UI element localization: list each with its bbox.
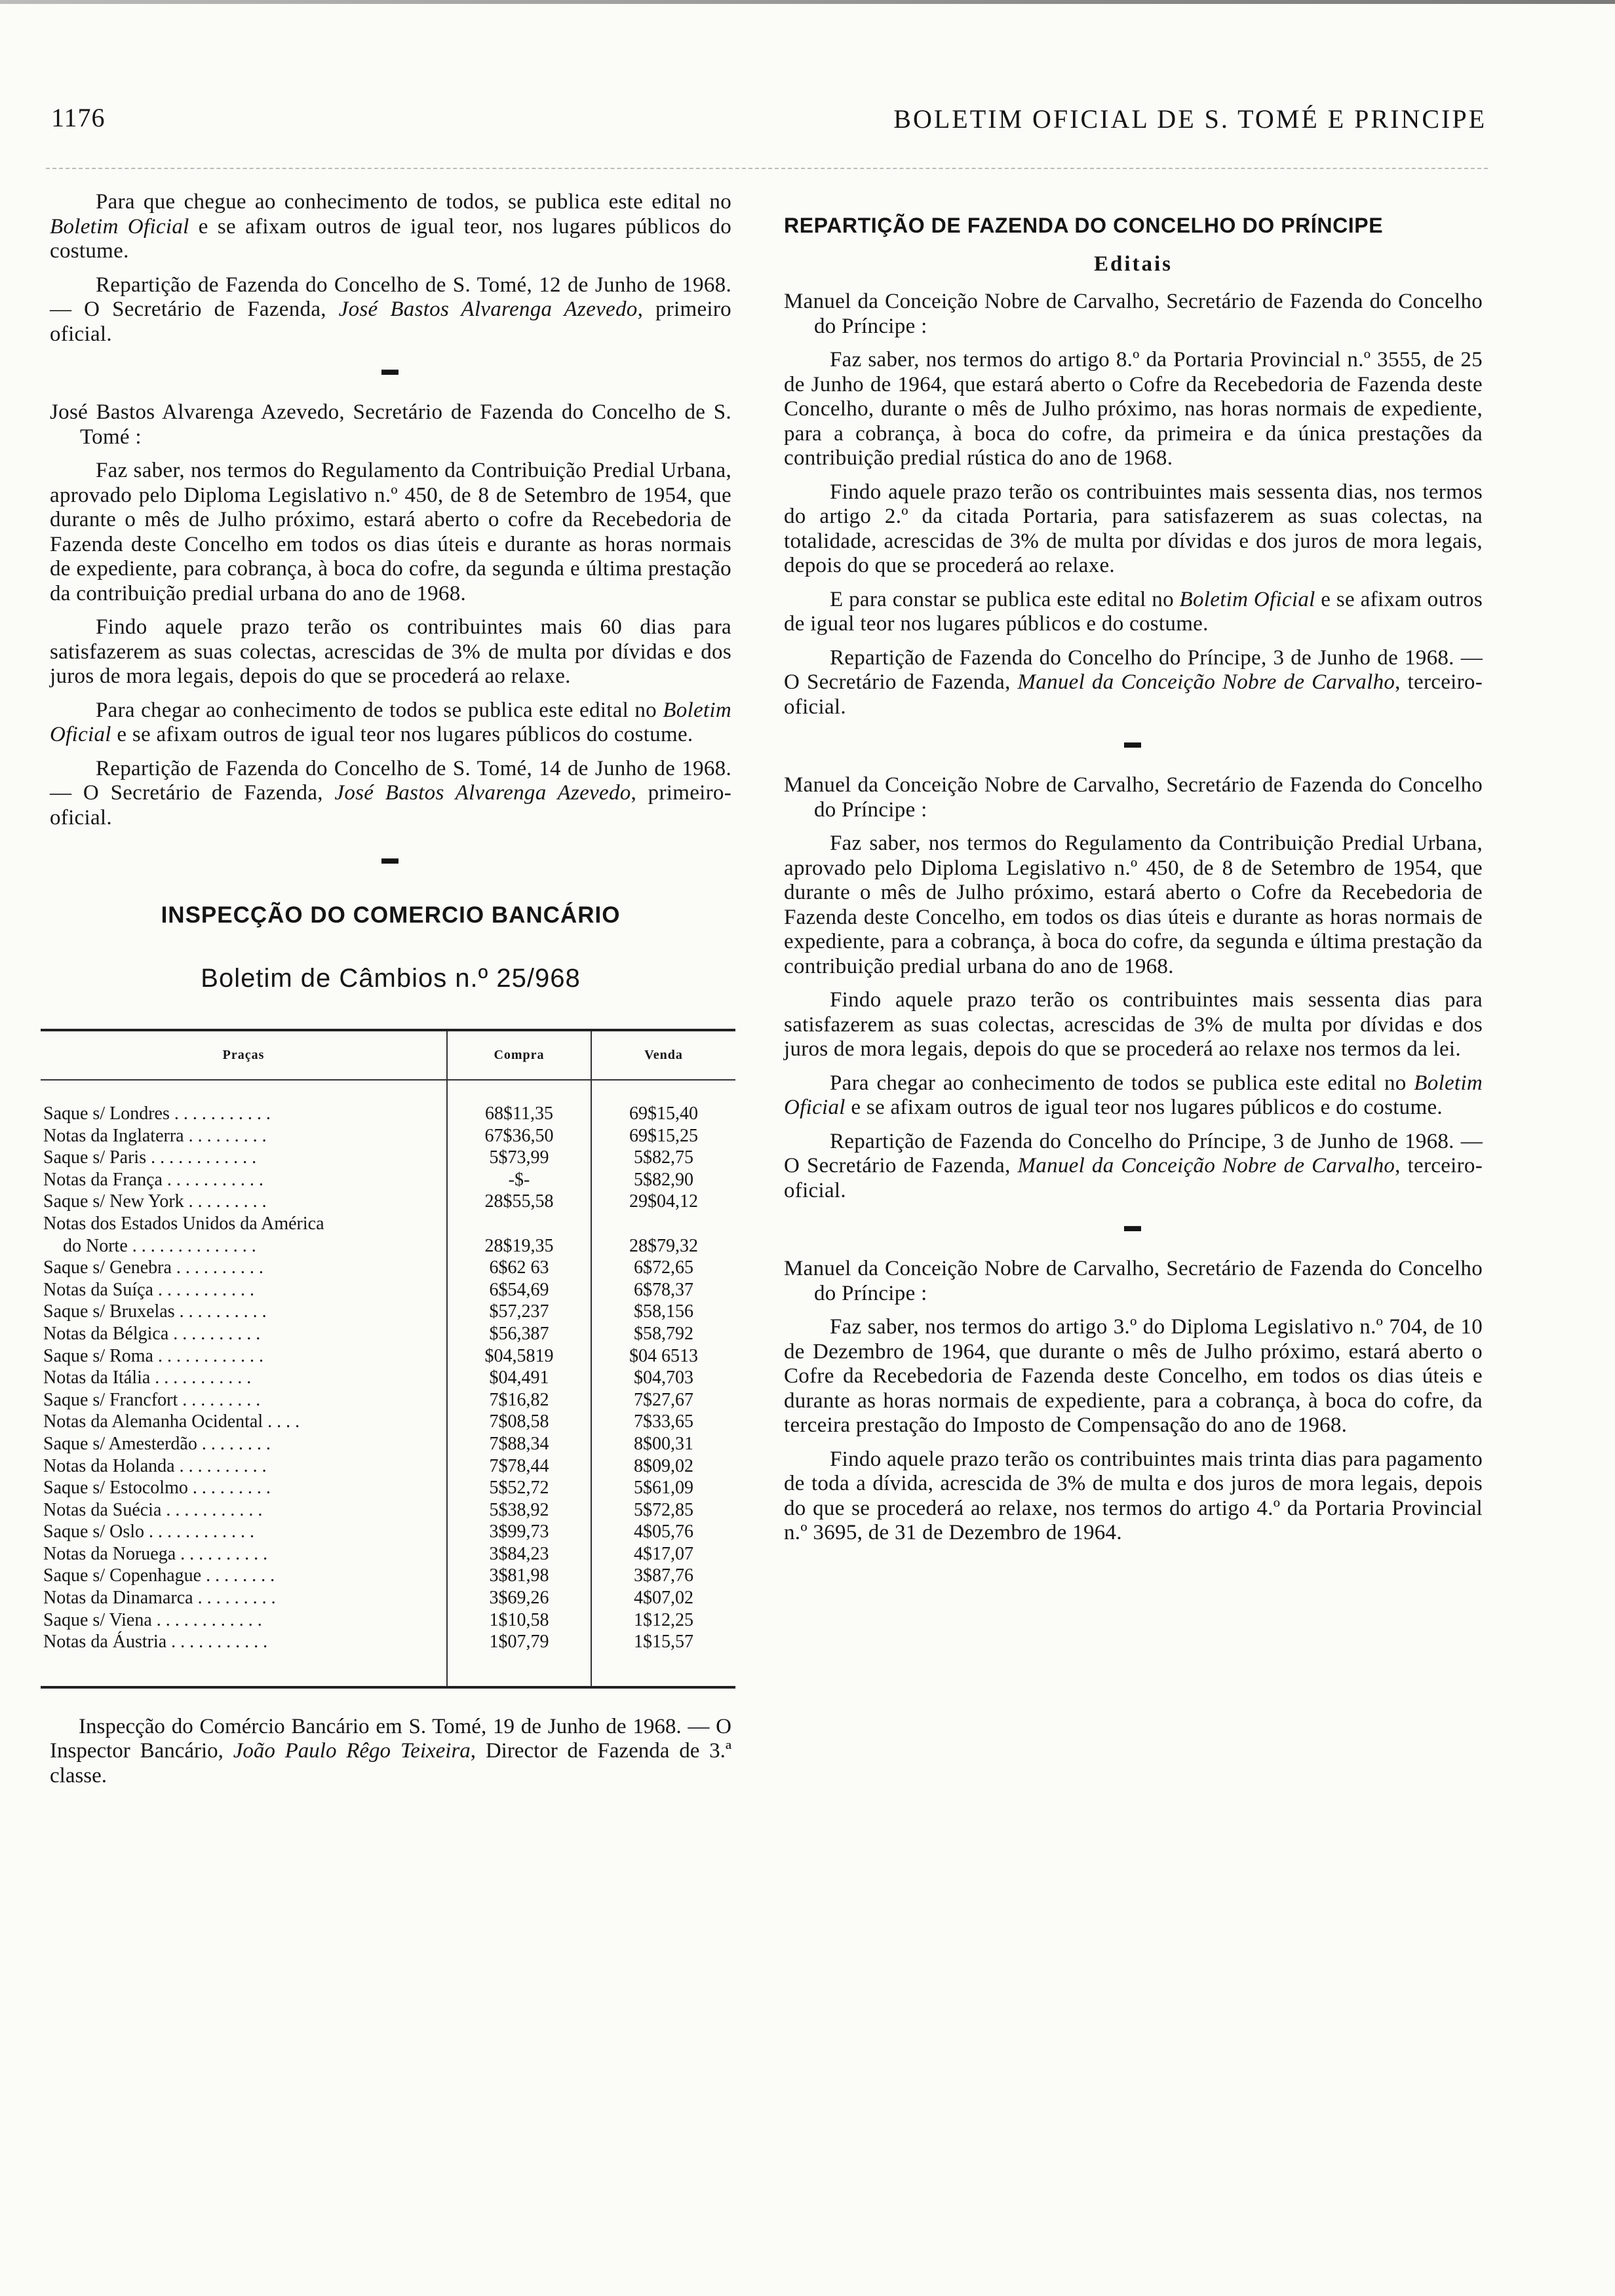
column-header-venda: Venda bbox=[591, 1031, 735, 1080]
table-row bbox=[41, 1543, 735, 1565]
table-row bbox=[41, 1213, 735, 1235]
edital-paragraph bbox=[784, 832, 1483, 979]
praca-cell: Saque s/ Roma . . . . . . . . . . . . bbox=[43, 1345, 263, 1366]
italic-segment: Manuel da Conceição Nobre de Carvalho bbox=[1017, 1154, 1395, 1177]
exchange-rate-rows bbox=[41, 1080, 735, 1686]
praca-cell: Notas da Áustria . . . . . . . . . . . bbox=[43, 1632, 268, 1653]
edital-block bbox=[784, 1257, 1483, 1546]
text-segment: Faz saber, nos termos do Regulamento da Contribuição Predial Urbana, aprovado pelo Diploma Legislativo n.º 450, de 8 de Setembro de 1954, que durante o mês de Julho próximo, estará aberto o Cofre da Recebedoria de Fazenda deste Concelho, em todos os dias úteis e durante as horas normais de expediente, para a cobrança, à boca do cofre, da segunda e última prestação da contribuição predial urbana do ano de 1968. bbox=[784, 832, 1483, 978]
praca-cell: Notas da Holanda . . . . . . . . . . bbox=[43, 1455, 267, 1476]
compra-cell: 1$10,58 bbox=[447, 1609, 591, 1632]
text-segment: Para que chegue ao conhecimento de todos, se publica este edital no bbox=[96, 190, 731, 214]
edital-paragraph bbox=[50, 757, 731, 831]
table-row bbox=[41, 1631, 735, 1686]
venda-cell: 4$17,07 bbox=[591, 1543, 735, 1565]
edital-separator: ▬ bbox=[1124, 733, 1142, 752]
text-segment: Manuel da Conceição Nobre de Carvalho, Secretário de Fazenda do Concelho do Príncipe : bbox=[784, 773, 1483, 822]
venda-cell: 5$61,09 bbox=[591, 1477, 735, 1499]
table-row bbox=[41, 1609, 735, 1632]
inspeccao-section bbox=[43, 902, 731, 1788]
table-row bbox=[41, 1411, 735, 1433]
compra-cell: 5$52,72 bbox=[447, 1477, 591, 1499]
edital-issuer bbox=[50, 400, 731, 450]
praca-cell: Notas da França . . . . . . . . . . . bbox=[43, 1169, 263, 1190]
compra-cell bbox=[447, 1213, 591, 1235]
text-segment: Findo aquele prazo terão os contribuintes mais sessenta dias, nos termos do artigo 2.º da citada Portaria, para satisfazerem as suas colectas, na totalidade, acrescidas de 3% de multa por dívidas e dos juros de mora legais, depois do que se procederá ao relaxe. bbox=[784, 480, 1483, 577]
edital-paragraph bbox=[784, 588, 1483, 637]
praca-cell: Saque s/ Londres . . . . . . . . . . . bbox=[43, 1103, 271, 1124]
compra-cell: $57,237 bbox=[447, 1301, 591, 1323]
text-segment: Findo aquele prazo terão os contribuintes mais sessenta dias para satisfazerem as suas colectas, acrescidas de 3% de multa por dívidas e dos juros de mora legais, depois do que se procederá ao relaxe nos termos da lei. bbox=[784, 988, 1483, 1061]
edital-paragraph bbox=[784, 1315, 1483, 1438]
table-row bbox=[41, 1367, 735, 1389]
praca-cell: Saque s/ Paris . . . . . . . . . . . . bbox=[43, 1147, 257, 1168]
table-row bbox=[41, 1521, 735, 1543]
text-segment: Findo aquele prazo terão os contribuintes mais trinta dias para pagamento de toda a dívida, acrescida de 3% de multa e dos juros de mora legais, depois do que se procederá ao relaxe, nos termos do artigo 4.º da Portaria Provincial n.º 3695, de 31 de Dezembro de 1964. bbox=[784, 1447, 1483, 1544]
compra-cell: 68$11,35 bbox=[447, 1080, 591, 1125]
compra-cell: 7$88,34 bbox=[447, 1433, 591, 1455]
table-row bbox=[41, 1433, 735, 1455]
italic-segment: José Bastos Alvarenga Azevedo bbox=[338, 297, 638, 321]
venda-cell: 29$04,12 bbox=[591, 1191, 735, 1213]
venda-cell: 5$82,90 bbox=[591, 1169, 735, 1191]
text-segment: Faz saber, nos termos do Regulamento da Contribuição Predial Urbana, aprovado pelo Diploma Legislativo n.º 450, de 8 de Setembro de 1954, que durante o mês de Julho próximo, estará aberto o cofre da Recebedoria de Fazenda deste Concelho em todos os dias úteis e durante as horas normais de expediente, para cobrança, à boca do cofre, da segunda e última prestação da contribuição predial urbana do ano de 1968. bbox=[50, 459, 731, 605]
edital-separator: ▬ bbox=[381, 360, 400, 379]
edital-paragraph bbox=[784, 1071, 1483, 1120]
venda-cell: 69$15,40 bbox=[591, 1080, 735, 1125]
page-number: 1176 bbox=[51, 103, 106, 132]
table-header-row bbox=[41, 1031, 735, 1080]
exchange-rate-table bbox=[41, 1029, 735, 1689]
edital-paragraph bbox=[50, 615, 731, 689]
compra-cell: 7$08,58 bbox=[447, 1411, 591, 1433]
venda-cell: 5$82,75 bbox=[591, 1147, 735, 1169]
compra-cell: 28$19,35 bbox=[447, 1235, 591, 1257]
compra-cell: 67$36,50 bbox=[447, 1125, 591, 1147]
venda-cell: 5$72,85 bbox=[591, 1499, 735, 1521]
praca-cell: Saque s/ Copenhague . . . . . . . . bbox=[43, 1565, 275, 1586]
praca-cell: Saque s/ Genebra . . . . . . . . . . bbox=[43, 1257, 263, 1278]
edital-paragraph bbox=[50, 698, 731, 748]
compra-cell: $56,387 bbox=[447, 1323, 591, 1345]
text-segment: Repartição de Fazenda do Concelho do Príncipe, 3 de Junho de 1968. — O Secretário de Fazenda, bbox=[784, 645, 1483, 694]
compra-cell: 3$84,23 bbox=[447, 1543, 591, 1565]
praca-cell: do Norte . . . . . . . . . . . . . . bbox=[63, 1235, 256, 1256]
praca-cell: Notas da Itália . . . . . . . . . . . bbox=[43, 1368, 252, 1388]
table-row bbox=[41, 1587, 735, 1609]
praca-cell: Notas da Alemanha Ocidental . . . . bbox=[43, 1411, 300, 1432]
left-column bbox=[43, 190, 732, 1788]
exchange-rate-grid bbox=[41, 1031, 735, 1686]
compra-cell: 5$73,99 bbox=[447, 1147, 591, 1169]
text-segment: e se afixam outros de igual teor nos lugares públicos e do costume. bbox=[845, 1096, 1443, 1119]
inspeccao-title: INSPECÇÃO DO COMERCIO BANCÁRIO bbox=[161, 902, 621, 928]
table-row bbox=[41, 1125, 735, 1147]
edital-block bbox=[50, 400, 731, 830]
venda-cell: 6$78,37 bbox=[591, 1279, 735, 1301]
praca-cell: Notas da Suíça . . . . . . . . . . . bbox=[43, 1279, 254, 1300]
italic-segment: Boletim Oficial bbox=[50, 214, 189, 239]
venda-cell: $58,156 bbox=[591, 1301, 735, 1323]
text-segment: Para chegar ao conhecimento de todos se publica este edital no bbox=[830, 1071, 1414, 1095]
praca-cell: Notas da Noruega . . . . . . . . . . bbox=[43, 1543, 268, 1564]
praca-cell: Saque s/ Bruxelas . . . . . . . . . . bbox=[43, 1301, 267, 1322]
compra-cell: $04,491 bbox=[447, 1367, 591, 1389]
table-row bbox=[41, 1080, 735, 1125]
compra-cell: $04,5819 bbox=[447, 1345, 591, 1368]
table-row bbox=[41, 1257, 735, 1279]
text-segment: , terceiro-oficial. bbox=[784, 1154, 1483, 1202]
table-row bbox=[41, 1301, 735, 1323]
compra-cell: 28$55,58 bbox=[447, 1191, 591, 1213]
column-header-pracas: Praças bbox=[41, 1031, 447, 1080]
compra-cell: 7$78,44 bbox=[447, 1455, 591, 1478]
praca-cell: Saque s/ Estocolmo . . . . . . . . . bbox=[43, 1478, 271, 1499]
venda-cell: 1$15,57 bbox=[591, 1631, 735, 1686]
text-segment: Manuel da Conceição Nobre de Carvalho, Secretário de Fazenda do Concelho do Príncipe : bbox=[784, 290, 1483, 338]
venda-cell: 4$05,76 bbox=[591, 1521, 735, 1543]
praca-cell: Saque s/ Viena . . . . . . . . . . . . bbox=[43, 1609, 262, 1630]
edital-paragraph bbox=[784, 1130, 1483, 1204]
edital-paragraph bbox=[50, 190, 731, 264]
compra-cell: 3$69,26 bbox=[447, 1587, 591, 1609]
text-segment: , primeiro oficial. bbox=[50, 297, 731, 346]
edital-paragraph bbox=[784, 1447, 1483, 1546]
venda-cell: 1$12,25 bbox=[591, 1609, 735, 1632]
venda-cell: 3$87,76 bbox=[591, 1565, 735, 1587]
praca-cell: Notas dos Estados Unidos da América bbox=[43, 1213, 324, 1234]
italic-segment: Boletim Oficial bbox=[784, 1071, 1483, 1119]
text-segment: Findo aquele prazo terão os contribuintes mais 60 dias para satisfazerem as suas colectas, acrescidas de 3% de multa por dívidas e dos juros de mora legais, depois do que se procederá ao relaxe. bbox=[50, 615, 731, 688]
italic-segment: José Bastos Alvarenga Azevedo bbox=[334, 781, 631, 805]
edital-block bbox=[784, 290, 1483, 719]
table-row bbox=[41, 1279, 735, 1301]
text-segment: Manuel da Conceição Nobre de Carvalho, Secretário de Fazenda do Concelho do Príncipe : bbox=[784, 1257, 1483, 1305]
text-segment: Repartição de Fazenda do Concelho de S. Tomé, 12 de Junho de 1968. — O Secretário de Fazenda, bbox=[50, 273, 731, 321]
edital-paragraph bbox=[784, 480, 1483, 579]
edital-separator: ▬ bbox=[1124, 1216, 1142, 1235]
praca-cell: Notas da Suécia . . . . . . . . . . . bbox=[43, 1499, 263, 1520]
column-header-compra: Compra bbox=[447, 1031, 591, 1080]
table-row bbox=[41, 1477, 735, 1499]
principe-repartição-heading: REPARTIÇÃO DE FAZENDA DO CONCELHO DO PRÍNCIPE bbox=[784, 214, 1384, 237]
boletim-cambios-title: Boletim de Câmbios n.º 25/968 bbox=[201, 964, 581, 993]
edital-block bbox=[784, 773, 1483, 1203]
praca-cell: Saque s/ Amesterdão . . . . . . . . bbox=[43, 1433, 271, 1454]
right-column bbox=[784, 190, 1483, 1555]
table-row bbox=[41, 1235, 735, 1257]
text-segment: e se afixam outros de igual teor nos lugares públicos e do costume. bbox=[784, 587, 1483, 636]
running-title: BOLETIM OFICIAL DE S. TOMÉ E PRINCIPE bbox=[893, 104, 1487, 134]
venda-cell: $04,703 bbox=[591, 1367, 735, 1389]
edital-issuer bbox=[784, 1257, 1483, 1306]
praca-cell: Notas da Inglaterra . . . . . . . . . bbox=[43, 1125, 267, 1146]
praca-cell: Notas da Dinamarca . . . . . . . . . bbox=[43, 1588, 276, 1609]
header-rule bbox=[46, 168, 1488, 170]
table-row bbox=[41, 1389, 735, 1411]
right-editais bbox=[784, 290, 1483, 1546]
venda-cell: 7$33,65 bbox=[591, 1411, 735, 1433]
table-row bbox=[41, 1499, 735, 1521]
compra-cell: 7$16,82 bbox=[447, 1389, 591, 1411]
edital-paragraph bbox=[50, 273, 731, 347]
text-segment: , Director de Fazenda de 3.ª classe. bbox=[50, 1739, 731, 1788]
venda-cell: 7$27,67 bbox=[591, 1389, 735, 1411]
text-segment: Faz saber, nos termos do artigo 8.º da Portaria Provincial n.º 3555, de 25 de Junho de 1964, que estará aberto o Cofre da Recebedoria de Fazenda deste Concelho, durante o mês de Julho próximo, nas horas normais de expediente, para a cobrança, à boca do cofre, da primeira e da única prestações da contribuição predial rústica do ano de 1968. bbox=[784, 348, 1483, 470]
text-segment: Inspecção do Comércio Bancário em S. Tomé, 19 de Junho de 1968. — O Inspector Bancário, bbox=[50, 1714, 731, 1763]
text-segment: e se afixam outros de igual teor nos lugares públicos do costume. bbox=[111, 723, 693, 746]
table-row bbox=[41, 1169, 735, 1191]
left-editais bbox=[50, 190, 731, 830]
text-segment: Repartição de Fazenda do Concelho de S. Tomé, 14 de Junho de 1968. — O Secretário de Fazenda, bbox=[50, 756, 731, 805]
compra-cell: 6$54,69 bbox=[447, 1279, 591, 1301]
praca-cell: Saque s/ Oslo . . . . . . . . . . . . bbox=[43, 1521, 254, 1542]
edital-paragraph bbox=[50, 459, 731, 606]
compra-cell: 5$38,92 bbox=[447, 1499, 591, 1521]
compra-cell: -$- bbox=[447, 1169, 591, 1191]
compra-cell: 3$81,98 bbox=[447, 1565, 591, 1587]
text-segment: , terceiro-oficial. bbox=[784, 670, 1483, 719]
text-segment: , primeiro-oficial. bbox=[50, 781, 731, 830]
italic-segment: Boletim Oficial bbox=[50, 698, 731, 746]
inspeccao-signature bbox=[50, 1715, 731, 1789]
text-segment: Para chegar ao conhecimento de todos se publica este edital no bbox=[96, 698, 663, 722]
venda-cell: 8$09,02 bbox=[591, 1455, 735, 1478]
edital-paragraph bbox=[784, 646, 1483, 720]
text-segment: José Bastos Alvarenga Azevedo, Secretário de Fazenda do Concelho de S. Tomé : bbox=[50, 400, 731, 449]
scan-edge-line bbox=[0, 0, 1615, 4]
italic-segment: Manuel da Conceição Nobre de Carvalho bbox=[1017, 670, 1395, 694]
table-row bbox=[41, 1147, 735, 1169]
venda-cell: 8$00,31 bbox=[591, 1433, 735, 1455]
edital-paragraph bbox=[784, 988, 1483, 1062]
praca-cell: Saque s/ Francfort . . . . . . . . . bbox=[43, 1389, 261, 1410]
venda-cell: 28$79,32 bbox=[591, 1235, 735, 1257]
venda-cell: $58,792 bbox=[591, 1323, 735, 1345]
table-row bbox=[41, 1455, 735, 1478]
compra-cell: 1$07,79 bbox=[447, 1631, 591, 1686]
venda-cell: $04 6513 bbox=[591, 1345, 735, 1368]
table-row bbox=[41, 1565, 735, 1587]
venda-cell bbox=[591, 1213, 735, 1235]
venda-cell: 4$07,02 bbox=[591, 1587, 735, 1609]
text-segment: Repartição de Fazenda do Concelho do Príncipe, 3 de Junho de 1968. — O Secretário de Fazenda, bbox=[784, 1129, 1483, 1177]
table-row bbox=[41, 1191, 735, 1213]
italic-segment: João Paulo Rêgo Teixeira bbox=[233, 1739, 471, 1763]
text-segment: e se afixam outros de igual teor, nos lugares públicos do costume. bbox=[50, 214, 732, 263]
edital-paragraph bbox=[784, 348, 1483, 471]
table-row bbox=[41, 1323, 735, 1345]
table-row bbox=[41, 1345, 735, 1368]
italic-segment: Boletim Oficial bbox=[1179, 587, 1315, 611]
section-separator: ▬ bbox=[381, 849, 400, 868]
edital-issuer bbox=[784, 773, 1483, 822]
praca-cell: Notas da Bélgica . . . . . . . . . . bbox=[43, 1323, 261, 1344]
edital-block bbox=[50, 190, 731, 347]
page-header bbox=[51, 102, 1487, 148]
venda-cell: 6$72,65 bbox=[591, 1257, 735, 1279]
editais-subheading: Editais bbox=[1093, 252, 1173, 276]
praca-cell: Saque s/ New York . . . . . . . . . bbox=[43, 1191, 267, 1212]
edital-issuer bbox=[784, 290, 1483, 339]
venda-cell: 69$15,25 bbox=[591, 1125, 735, 1147]
text-segment: E para constar se publica este edital no bbox=[830, 587, 1180, 611]
compra-cell: 3$99,73 bbox=[447, 1521, 591, 1543]
compra-cell: 6$62 63 bbox=[447, 1257, 591, 1279]
text-segment: Faz saber, nos termos do artigo 3.º do Diploma Legislativo n.º 704, de 10 de Dezembro de 1964, que durante o mês de Julho próximo, estará aberto o Cofre da Recebedoria de Fazenda deste Concelho, em todos os dias úteis e durante as horas normais de expediente, para a cobrança, à boca do cofre, da terceira prestação do Imposto de Compensação do ano de 1968. bbox=[784, 1315, 1483, 1437]
